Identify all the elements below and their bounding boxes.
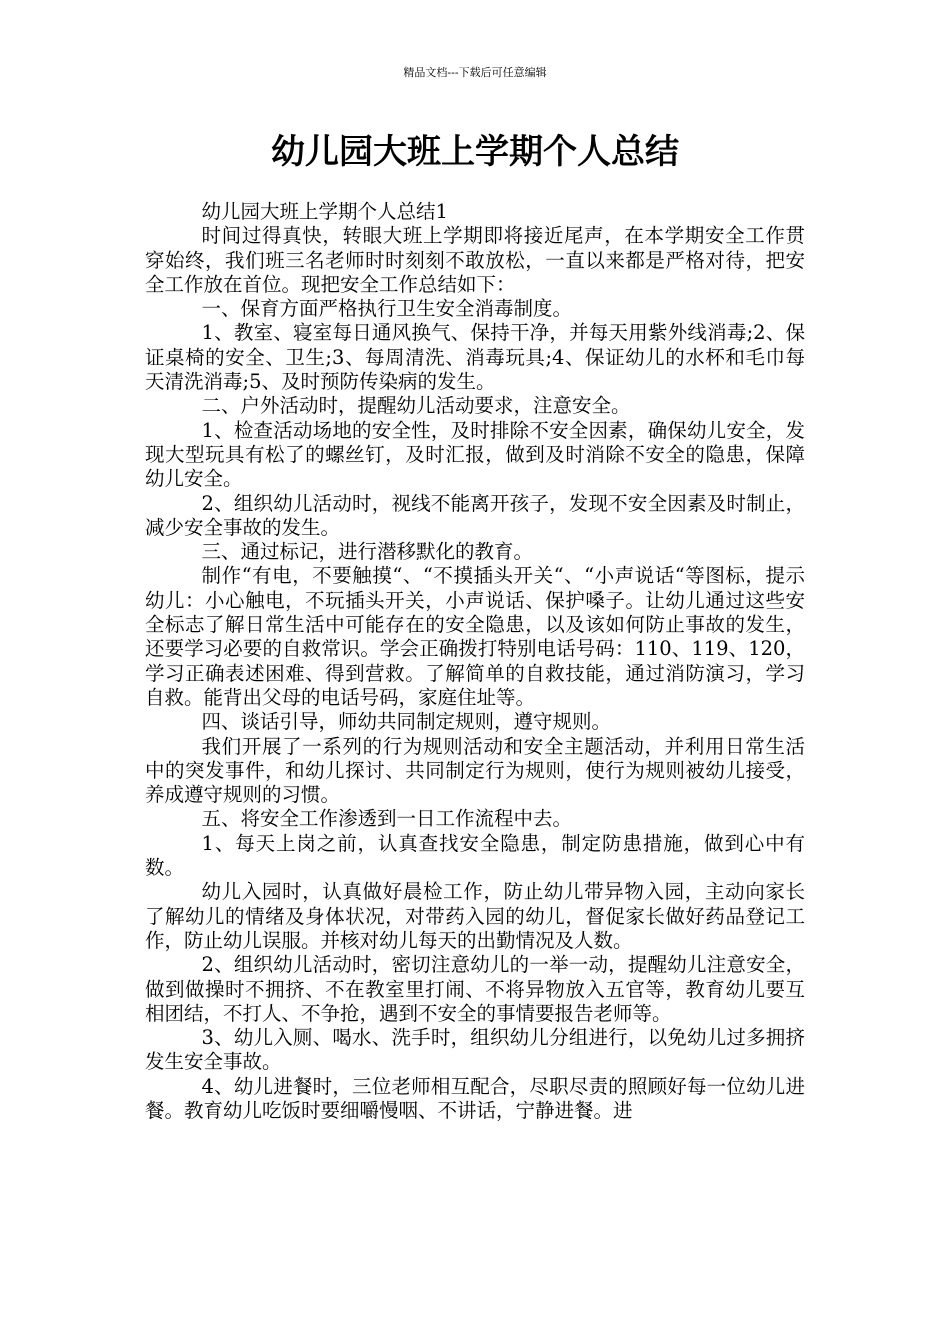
paragraph: 三、通过标记，进行潜移默化的教育。 <box>201 540 534 564</box>
header-note: 精品文档---下载后可任意编辑 <box>403 66 547 79</box>
paragraph: 制作“有电，不要触摸“、“不摸插头开关“、“小声说话“等图标，提示幼儿：小心触电，不玩插头开关，小声说话、保护嗓子。让幼儿通过这些安全标志了解日常生活中可能存在的安全隐患，以及该如何防止事故的发生，还要学习必要的自救常识。学会正确拨打特别电话号码：110、119、120，学习正确表述困难、得到营救。了解简单的自救技能，通过消防演习，学习自救。能背出父母的电话号码，家庭住址等。 <box>145 564 805 709</box>
paragraph: 2、组织幼儿活动时，视线不能离开孩子，发现不安全因素及时制止，减少安全事故的发生。 <box>145 491 805 539</box>
paragraph: 4、幼儿进餐时，三位老师相互配合，尽职尽责的照顾好每一位幼儿进餐。教育幼儿吃饭时要细嚼慢咽、不讲话，宁静进餐。进 <box>145 1074 805 1122</box>
paragraph: 3、幼儿入厕、喝水、洗手时，组织幼儿分组进行，以免幼儿过多拥挤发生安全事故。 <box>145 1026 805 1074</box>
paragraph: 幼儿入园时，认真做好晨检工作，防止幼儿带异物入园，主动向家长了解幼儿的情绪及身体状况，对带药入园的幼儿，督促家长做好药品登记工作，防止幼儿误服。并核对幼儿每天的出勤情况及人数。 <box>145 880 805 952</box>
paragraph: 二、户外活动时，提醒幼儿活动要求，注意安全。 <box>201 394 631 418</box>
paragraph: 四、谈话引导，师幼共同制定规则，遵守规则。 <box>201 710 612 734</box>
paragraph: 时间过得真快，转眼大班上学期即将接近尾声，在本学期安全工作贯穿始终，我们班三名老师时时刻刻不敢放松，一直以来都是严格对待，把安全工作放在首位。现把安全工作总结如下： <box>145 224 805 296</box>
document-title: 幼儿园大班上学期个人总结 <box>271 132 679 172</box>
paragraph: 1、教室、寝室每日通风换气、保持干净，并每天用紫外线消毒;2、保证桌椅的安全、卫生;3、每周清洗、消毒玩具;4、保证幼儿的水杯和毛巾每天清洗消毒;5、及时预防传染病的发生。 <box>145 321 805 394</box>
document-body <box>145 200 805 1123</box>
paragraph: 2、组织幼儿活动时，密切注意幼儿的一举一动，提醒幼儿注意安全，做到做操时不拥挤、不在教室里打闹、不将异物放入五官等，教育幼儿要互相团结，不打人、不争抢，遇到不安全的事情要报告老师等。 <box>145 953 805 1025</box>
paragraph: 1、每天上岗之前，认真查找安全隐患，制定防患措施，做到心中有数。 <box>145 831 805 880</box>
paragraph: 一、保育方面严格执行卫生安全消毒制度。 <box>201 297 573 321</box>
paragraph: 幼儿园大班上学期个人总结1 <box>201 200 448 223</box>
paragraph: 五、将安全工作渗透到一日工作流程中去。 <box>201 807 573 831</box>
paragraph: 1、检查活动场地的安全性，及时排除不安全因素，确保幼儿安全，发现大型玩具有松了的螺丝钉，及时汇报，做到及时消除不安全的隐患，保障幼儿安全。 <box>145 418 805 491</box>
paragraph: 我们开展了一系列的行为规则活动和安全主题活动，并利用日常生活中的突发事件，和幼儿探讨、共同制定行为规则，使行为规则被幼儿接受，养成遵守规则的习惯。 <box>145 734 805 807</box>
